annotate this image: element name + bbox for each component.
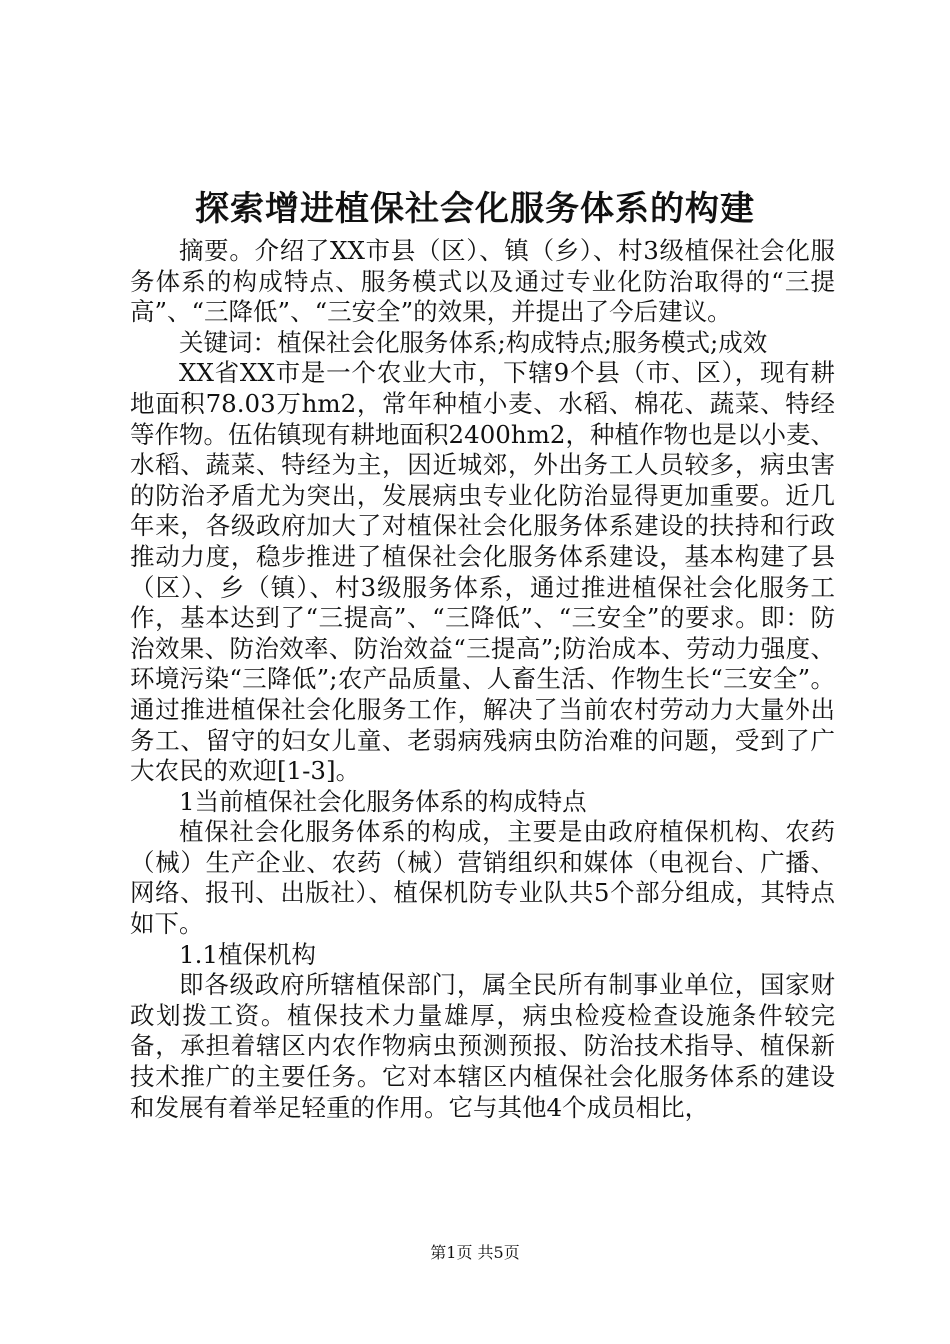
section-paragraph: 植保社会化服务体系的构成，主要是由政府植保机构、农药（械）生产企业、农药（械）营销组织和媒体（电视台、广播、网络、报刊、出版社）、植保机防专业队共5个部分组成，其特点如下。 xyxy=(130,817,835,939)
section-heading: 1当前植保社会化服务体系的构成特点 xyxy=(179,786,587,816)
document-body xyxy=(130,236,835,1123)
document-title: 探索增进植保社会化服务体系的构建 xyxy=(195,189,755,229)
intro-paragraph: XX省XX市是一个农业大市，下辖9个县（市、区），现有耕地面积78.03万hm2，常年种植小麦、水稻、棉花、蔬菜、特经等作物。伍佑镇现有耕地面积2400hm2，种植作物也是以小麦、水稻、蔬菜、特经为主，因近城郊，外出务工人员较多，病虫害的防治矛盾尤为突出，发展病虫专业化防治显得更加重要。近几年来，各级政府加大了对植保社会化服务体系建设的扶持和行政推动力度，稳步推进了植保社会化服务体系建设，基本构建了县（区）、乡（镇）、村3级服务体系，通过推进植保社会化服务工作，基本达到了“三提高”、“三降低”、“三安全”的要求。即：防治效果、防治效率、防治效益“三提高”;防治成本、劳动力强度、环境污染“三降低”;农产品质量、人畜生活、作物生长“三安全”。通过推进植保社会化服务工作，解决了当前农村劳动力大量外出务工、留守的妇女儿童、老弱病残病虫防治难的问题，受到了广大农民的欢迎[1-3]。 xyxy=(130,358,835,786)
subsection-heading: 1.1植保机构 xyxy=(179,939,316,969)
abstract-paragraph: 摘要。介绍了XX市县（区）、镇（乡）、村3级植保社会化服务体系的构成特点、服务模式以及通过专业化防治取得的“三提高”、“三降低”、“三安全”的效果，并提出了今后建议。 xyxy=(130,236,835,327)
keywords-paragraph: 关键词：植保社会化服务体系;构成特点;服务模式;成效 xyxy=(179,327,768,357)
page-footer: 第1页 共5页 xyxy=(430,1243,520,1262)
subsection-paragraph: 即各级政府所辖植保部门，属全民所有制事业单位，国家财政划拨工资。植保技术力量雄厚，病虫检疫检查设施条件较完备，承担着辖区内农作物病虫预测预报、防治技术指导、植保新技术推广的主要任务。它对本辖区内植保社会化服务体系的建设和发展有着举足轻重的作用。它与其他4个成员相比， xyxy=(130,970,835,1122)
